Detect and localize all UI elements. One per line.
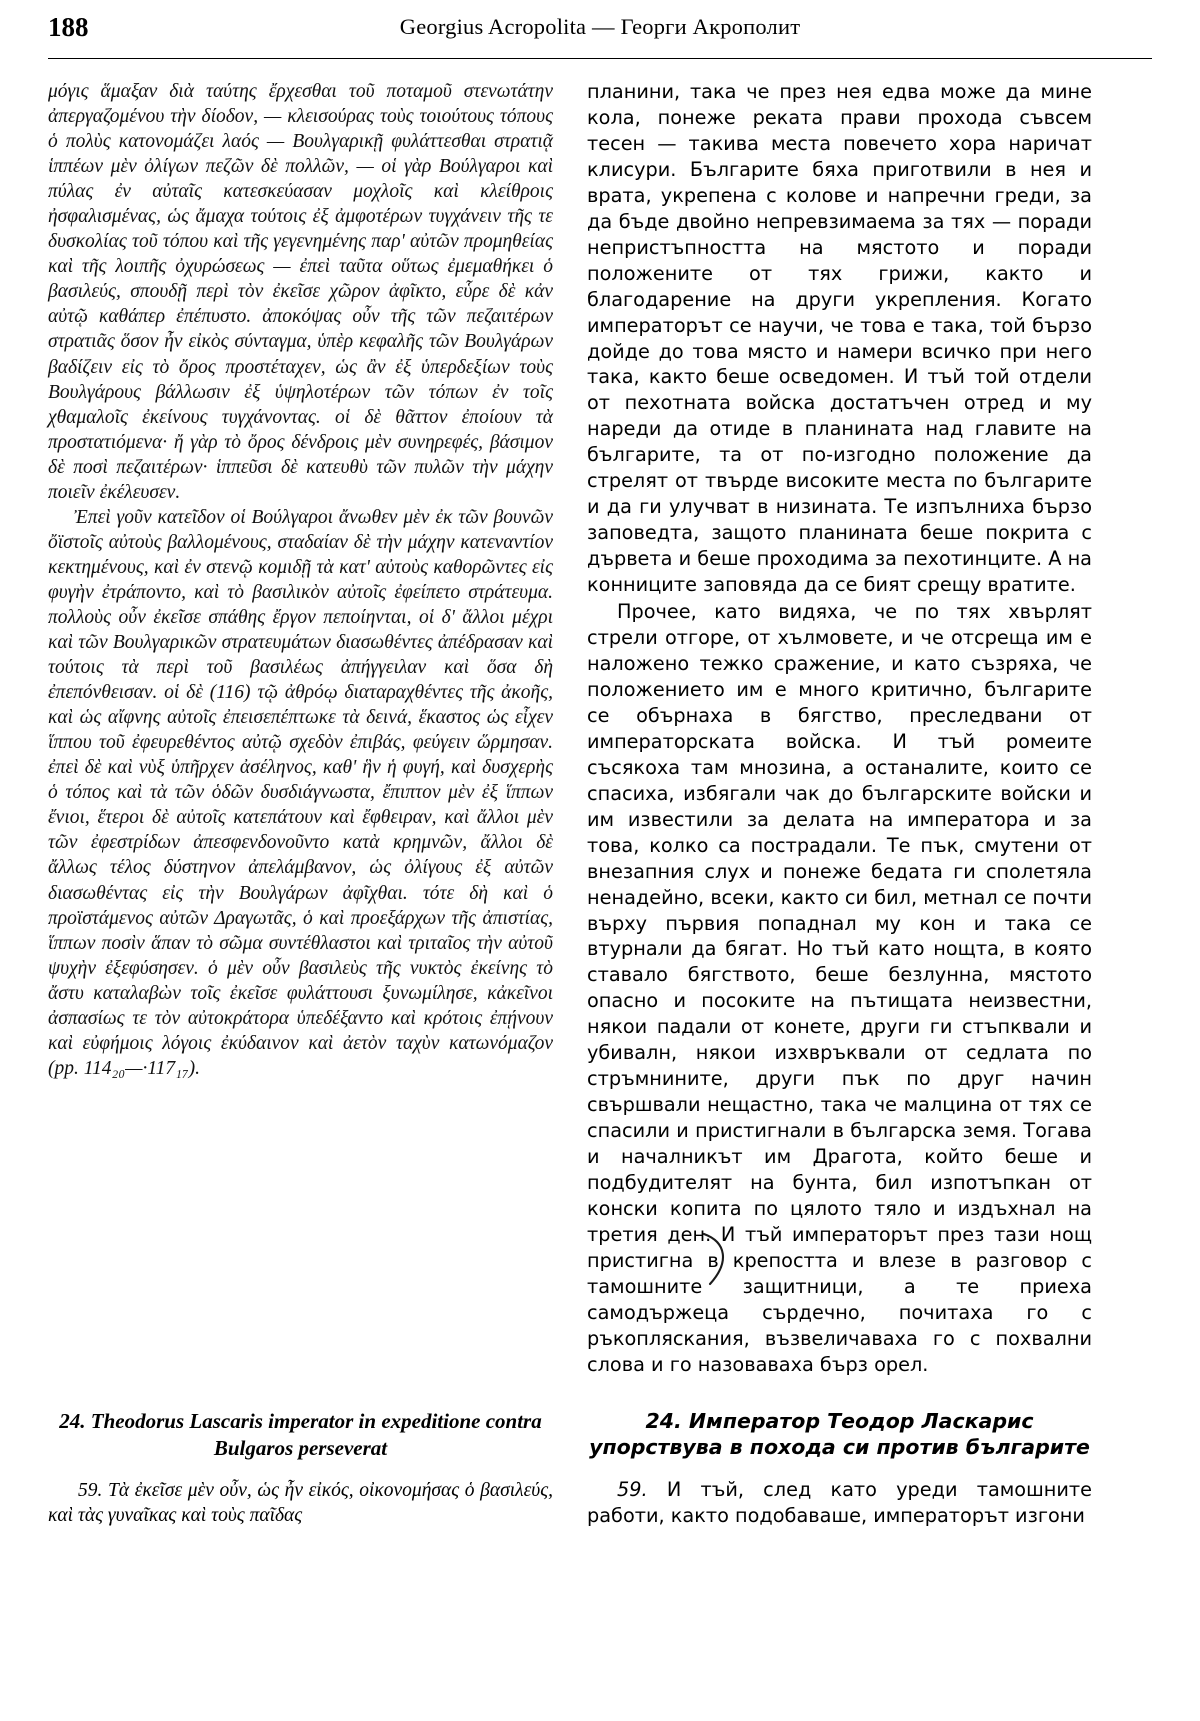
greek-paragraph-1: μόγις ἅμαξαν διὰ ταύτης ἔρχεσθαι τοῦ ποταμοῦ στενωτάτην ἀπεργαζομένου τὴν δίοδον, — κλεισούρας τοὺς τοιούτους τόπους ὁ πολὺς κατονομάζει λαός — Βουλγαρικῇ φυλάττεσθαι στρατιᾷ ἱππέων μὲν ὀλίγων πεζῶν δὲ πολλῶν, — οἱ γὰρ Βούλγαροι καὶ πύλας ἐν αὐταῖς κατεσκεύασαν μοχλοῖς καὶ κλείθροις ἠσφαλισμένας, ὡς ἄμαχα τούτοις ἐξ ἀμφοτέρων τυγχάνειν τῆς τε δυσκολίας τοῦ τόπου καὶ τῆς γεγενημένης παρ' αὐτῶν προμηθείας καὶ τῆς λοιπῆς ὀχυρώσεως — ἐπεὶ ταῦτα οὕτως ἐμεμαθήκει ὁ βασιλεύς, σπουδῇ περὶ τὸν ἐκεῖσε χῶρον ἀφῖκτο, εὗρε δὲ κἀν αὐτῷ καθάπερ ἐπέπυστο. ἀποκόψας οὖν τῆς τῶν πεζαιτέρων στρατιᾶς ὅσον ἦν εἰκὸς σύνταγμα, ὑπὲρ κεφαλῆς τῶν Βουλγάρων βαδίζειν εἰς τὸ ὄρος προστέταχεν, ὡς ἂν ἐξ ὑπερδεξίων τοὺς Βουλγάρους βάλλωσιν ἐξ ὑψηλοτέρων τῶν τόπων ἐν τοῖς χθαμαλοῖς ἐκείνους τυγχάνοντας. οἱ δὲ θᾶττον ἐποίουν τὰ προστατιόμενα· ἤ γὰρ τὸ ὄρος δένδροις μὲν συνηρεφές, βάσιμον δὲ ποσὶ πεζαιτέρων· ἱππεῦσι δὲ κατευθὺ τῶν πυλῶν τὴν μάχην ποιεῖν ἐκέλευσεν. <box>48 81 553 503</box>
page-number: 188 <box>48 12 89 42</box>
greek-column <box>48 79 553 1081</box>
bulgarian-column <box>587 79 1092 1378</box>
two-column-body <box>48 79 1152 1378</box>
page-header <box>48 14 1152 56</box>
running-title: Georgius Acropolita — Георги Акрополит <box>399 14 801 39</box>
header-divider <box>48 58 1152 59</box>
chapter-heading-latin: 24. Theodorus Lascaris imperator in expeditione contra Bulgaros perseverat <box>59 1408 542 1460</box>
chapter-left <box>48 1378 553 1529</box>
chapter-heading-bulgarian: 24. Император Теодор Ласкарис упорствува в похода си против българите <box>589 1408 1090 1460</box>
section-right <box>587 1477 1092 1529</box>
section-number-right: 59. <box>617 1477 648 1501</box>
bulgarian-paragraph-2: Прочее, като видяха, че по тях хвърлят стрели отгоре, от хълмовете, и че отсреща им е наложено тежко сражение, и като съзряха, че положението им е много критично, българите се обърнаха в бягство, преследвани от императорската войска. И тъй ромеите съсякоха там мнозина, а останалите, които се спасиха, избягали чак до българските войски и им известили за делата на императора и за това, колко са пострадали. Те пък, смутени от внезапния слух и понеже бедата ги сполетяла ненадейно, всеки, както си бил, метнал се почти върху първия попаднал му кон и така се втурнали да бягат. Но тъй като нощта, в която ставало бягството, беше безлунна, мястото опасно и посоките на пътищата неизвестни, някои падали от конете, други ги стъпквали и убивалн, някои изхвръквали от седлата по стръмнините, други пък по друг начин свършвали нещастно, така че малцина от тях се спасили и пристигнали в българска земя. Тогава и началникът им Драгота, който беше и подбудителят на бунта, бил изпотъпкан от конски копита по цялото тяло и издъхнал на третия ден. И тъй императорът през тази нощ пристигна в крепостта и влезе в разговор с тамошните защитници, а те приеха самодържеца сърдечно, почитаха го с ръкопляскания, възвеличаваха го с похвални слова и го назоваваха бърз орел. <box>587 600 1092 1376</box>
bulgarian-paragraph-1: планини, така че през нея едва може да мине кола, понеже реката прави прохода съвсем тесен — такива места повечето хора наричат клисури. Българите бяха приготвили в нея и врата, укрепена с колове и напречни греди, за да бъде двойно непревзимаема за тях — поради непристъпността на мястото и поради положените от тях грижи, както и благодарение на други укрепления. Когато императорът се научи, че това е така, той бързо дойде до това място и намери всичко при него така, както беше осведомен. И тъй той отдели от пехотната войска достатъчен отред и му нареди да отиде в планината над главите на българите, та от по-изгодно положение да стрелят от твърде високите места по българите и да ги улучват в низината. Те изпълниха бързо заповедта, защото планината беше покрита с дървета и беше проходима за пехотинците. А на конниците заповяда да се бият срещу вратите. <box>587 80 1092 597</box>
section-left <box>48 1478 553 1528</box>
section-text-left: Τὰ ἐκεῖσε μὲν οὖν, ὡς ἦν εἰκός, οἰκονομήσας ὁ βασιλεύς, καὶ τὰς γυναῖκας καὶ τοὺς παῖδας <box>48 1480 553 1527</box>
chapter-right <box>587 1378 1092 1529</box>
section-text-right: И тъй, след като уреди тамошните работи, както подобаваше, императорът изгони <box>587 1477 1092 1527</box>
chapter-section <box>48 1378 1152 1529</box>
greek-paragraph-2: Ἐπεὶ γοῦν κατεῖδον οἱ Βούλγαροι ἄνωθεν μὲν ἐκ τῶν βουνῶν ὄϊστοῖς αὐτοὺς βαλλομένους, σταδαίαν δὲ τὴν μάχην κατεναντίον κεκτημένους, καὶ ἐν στενῷ κομιδῇ τὰ κατ' αὐτοὺς καθορῶντες εἰς φυγὴν ἐτράποντο, καὶ τὸ βασιλικὸν αὐτοῖς ἐφείπετο στράτευμα. πολλοὺς οὖν ἐκεῖσε σπάθης ἔργον πεποίηνται, οἱ δ' ἄλλοι μέχρι καὶ τῶν Βουλγαρικῶν στρατευμάτων διασωθέντες ἀπέδρασαν καὶ τούτοις τὰ περὶ τοῦ βασιλέως ἀπήγγειλαν καὶ ὅσα δὴ ἐπεπόνθεισαν. οἱ δὲ (116) τῷ ἀθρόῳ διαταραχθέντες τῆς ἀκοῆς, καὶ ὡς αἴφνης αὐτοῖς ἐπεισεπέπτωκε τὰ δεινά, ἕκαστος ὡς εἶχεν ἵππου τοῦ ἐφευρεθέντος αὐτῷ σχεδὸν ἐπιβάς, φεύγειν ὥρμησαν. ἐπεὶ δὲ καὶ νὺξ ὑπῆρχεν ἀσέληνος, καθ' ἣν ἡ φυγή, καὶ δυσχερὴς ὁ τόπος καὶ τὰ τῶν ὁδῶν δυσδιάγνωστα, ἔπιπτον μὲν ἐξ ἵππων ἔνιοι, ἕτεροι δὲ αὐτοῖς κατεπάτουν καὶ ἔφθειραν, καὶ ἄλλοι μὲν τῶν ἐφεστρίδων ἀπεσφενδονοῦντο κατὰ κρημνῶν, ἄλλοι δὲ ἄλλως τέλος δύστηνον ἀπελάμβανον, ὡς ὀλίγους ἐξ αὐτῶν διασωθέντας εἰς τὴν Βουλγάρων ἀφῖχθαι. τότε δὴ καὶ ὁ προϊστάμενος αὐτῶν Δραγωτᾶς, ὁ καὶ προεξάρχων τῆς ἀπιστίας, ἵππων ποσὶν ἅπαν τὸ σῶμα συντέθλαστοι καὶ τριταῖος τὴν αὐτοῦ ψυχὴν ἐξεφύσησεν. ὁ μὲν οὖν βασιλεὺς τῆς νυκτὸς ἐκείνης τὸ ἄστυ καταλαβὼν τοῖς ἐκεῖσε φυλάττουσι ξυνωμίλησε, κἀκεῖνοι ἀσπασίως τε τὸν αὐτοκράτορα ὑπεδέξαντο καὶ κρότοις ἐπῄνουν καὶ εὐφήμοις λόγοις ἐκύδαινον καὶ ἀετὸν ταχὺν κατωνόμαζον (pp. 114₂₀—·117₁₇). <box>48 506 553 1079</box>
section-number-left: 59. <box>78 1480 103 1502</box>
